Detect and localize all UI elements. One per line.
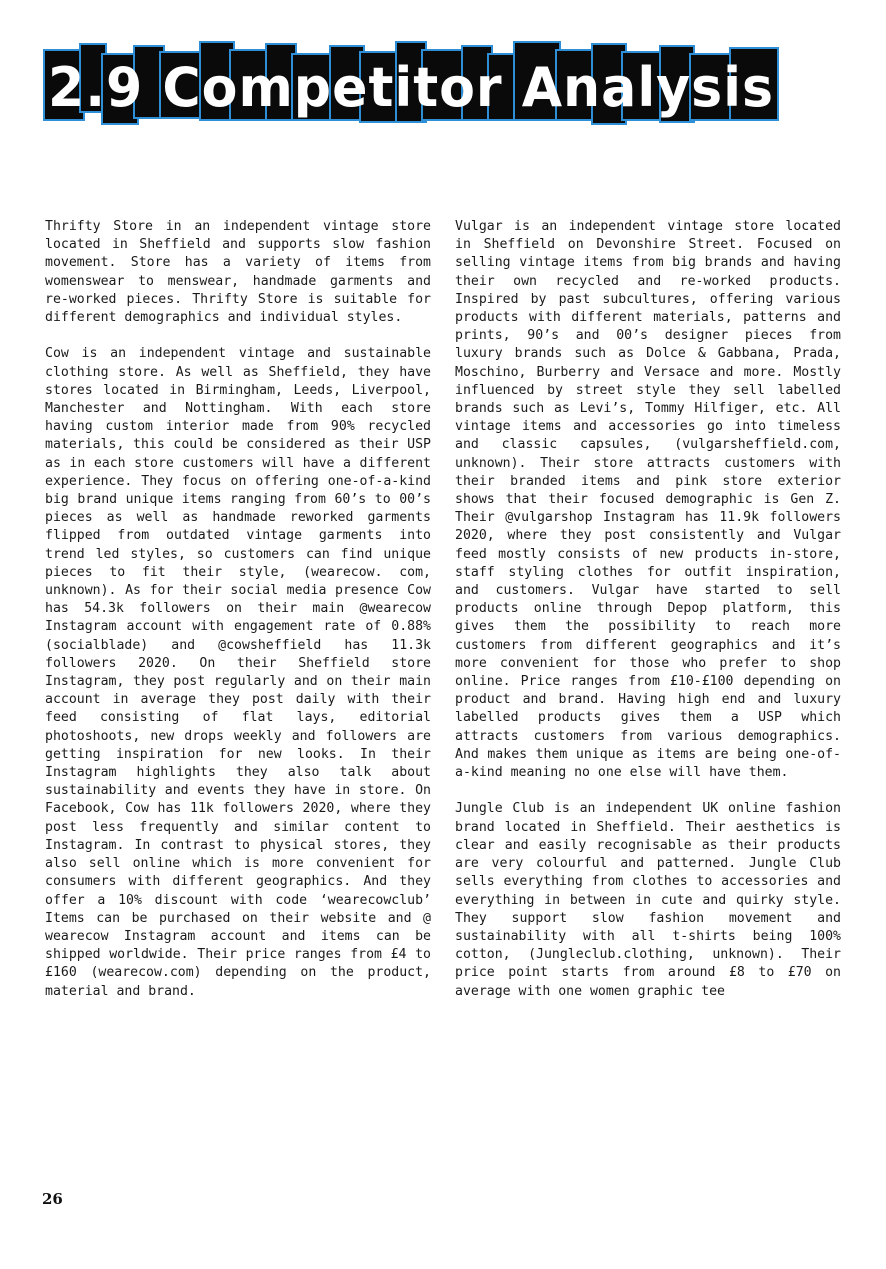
thrifty-store-paragraph: Thrifty Store in an independent vintage store located in Sheffield and supports slow fashion movement. Store has a variety of items from womenswear to menswear, handmade garments and re-worked pieces. Thrifty Store is suitable for different demographics and individual styles. (45, 219, 431, 326)
cow-paragraph: Cow is an independent vintage and sustainable clothing store. As well as Sheffield, they have stores located in Birmingham, Leeds, Liverpool, Manchester and Nottingham. With each store having custom interior made from 90% recycled materials, this could be considered as their USP as in each store customers will have a different experience. They focus on offering one-of-a-kind big brand unique items ranging from 60’s to 00’s pieces as well as handmade reworked garments flipped from outdated vintage garments into trend led styles, so customers can find unique pieces to fit their style, (wearecow. com, unknown). As for their social media presence Cow has 54.3k followers on their main @wearecow Instagram account with engagement rate of 0.88% (socialblade) and @cowsheffield has 11.3k followers 2020. On their Sheffield store Instagram, they post regularly and on their main account in average they post daily with their feed consisting of flat lays, editorial photoshoots, new drops weekly and followers are getting inspiration for new looks. In their Instagram highlights they also talk about sustainability and events they have in store. On Facebook, Cow has 11k followers 2020, where they post less frequently and similar content to Instagram. In contrast to physical stores, they also sell online which is more convenient for consumers with different geographics. And they offer a 10% discount with code ‘wearecowclub’ Items can be purchased on their website and @ wearecow Instagram account and items can be shipped worldwide. Their price ranges from £4 to £160 (wearecow.com) depending on the product, material and brand. (45, 346, 431, 999)
left-column (45, 218, 431, 1019)
jungle-club-paragraph: Jungle Club is an independent UK online fashion brand located in Sheffield. Their aesthetics is clear and easily recognisable as their products are very colourful and patterned. Jungle Club sells everything from clothes to accessories and everything in between in cute and quirky style. They support slow fashion movement and sustainability with all t-shirts being 100% cotton, (Jungleclub.clothing, unknown). Their price point starts from around £8 to £70 on average with one women graphic tee (455, 801, 841, 999)
right-column (455, 218, 841, 1019)
page-title (42, 40, 782, 128)
vulgar-paragraph: Vulgar is an independent vintage store located in Sheffield on Devonshire Street. Focused on selling vintage items from big brands and having their own recycled and re-worked products. Inspired by past subcultures, offering various products with different materials, patterns and prints, 90’s and 00’s designer pieces from luxury brands such as Dolce & Gabbana, Prada, Moschino, Burberry and Versace and more. Mostly influenced by street style they sell labelled brands such as Levi’s, Tommy Hilfiger, etc. All vintage items and accessories go into timeless and classic capsules, (vulgarsheffield.com, unknown). Their store attracts customers with their branded items and pink store exterior shows that their focused demographic is Gen Z. Their @vulgarshop Instagram has 11.9k followers 2020, where they post consistently and Vulgar feed mostly consists of new products in-store, staff styling clothes for outfit inspiration, and customers. Vulgar have started to sell products online through Depop platform, this gives them the possibility to reach more customers from different geographics and it’s more convenient for those who prefer to shop online. Price ranges from £10-£100 depending on product and brand. Having high end and luxury labelled products gives them a USP which attracts customers from various demographics. And makes them unique as items are being one-of-a-kind meaning no one else will have them. (455, 219, 841, 781)
page-number: 26 (42, 1190, 63, 1208)
page-title-text: 2.9 Competitor Analysis (48, 56, 774, 119)
